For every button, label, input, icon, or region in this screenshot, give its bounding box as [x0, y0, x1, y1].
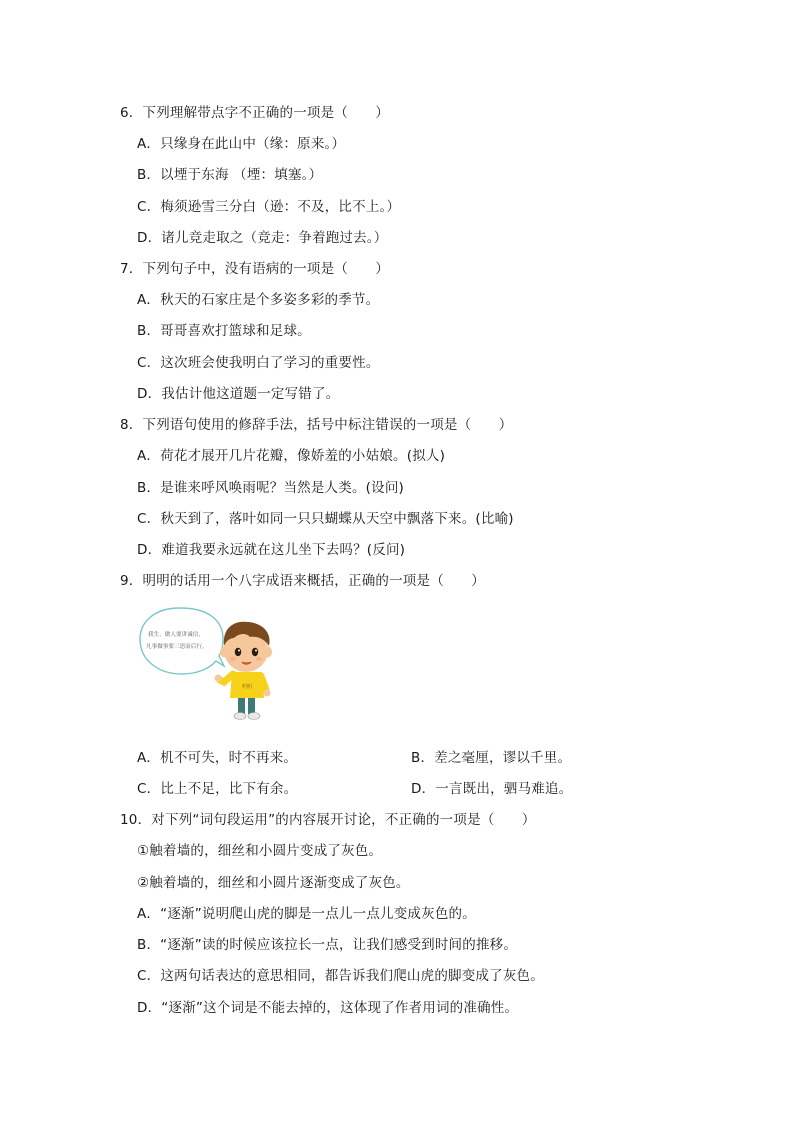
question-10-sentence-1: ①触着墙的，细丝和小圆片变成了灰色。: [137, 843, 383, 859]
question-9-option-d: D．一言既出，驷马难追。: [411, 781, 573, 797]
question-9-option-a: A．机不可失，时不再来。: [137, 750, 298, 766]
question-6-option-b: B．以堙于东海 （堙：填塞。）: [137, 167, 323, 183]
question-8-stem: 8．下列语句使用的修辞手法，括号中标注错误的一项是（ ）: [120, 417, 513, 433]
question-7-option-a: A．秋天的石家庄是个多姿多彩的季节。: [137, 292, 380, 308]
question-6-option-d: D．诸儿竞走取之（竞走：争着跑过去。）: [137, 230, 388, 246]
question-8-option-b: B．是谁来呼风唤雨呢？当然是人类。(设问): [137, 480, 404, 496]
question-8-option-d: D．难道我要永远就在这儿坐下去吗？(反问): [137, 542, 406, 558]
question-8-option-a: A．荷花才展开几片花瓣，像娇羞的小姑娘。(拟人): [137, 448, 446, 464]
question-10-option-d: D．“逐渐”这个词是不能去掉的，这体现了作者用词的准确性。: [137, 1000, 519, 1016]
question-10-option-b: B．“逐渐”读的时候应该拉长一点，让我们感受到时间的推移。: [137, 937, 518, 953]
bubble-line-1: 我生，做人要讲诚信，: [148, 632, 204, 638]
question-10-sentence-2: ②触着墙的，细丝和小圆片逐渐变成了灰色。: [137, 875, 410, 891]
question-6-option-c: C．梅须逊雪三分白（逊：不及，比不上。）: [137, 199, 401, 215]
question-6-stem: 6．下列理解带点字不正确的一项是（ ）: [120, 105, 390, 121]
question-9-illustration: [138, 606, 288, 728]
question-9-option-c: C．比上不足，比下有余。: [137, 781, 298, 797]
question-10-option-a: A．“逐渐”说明爬山虎的脚是一点儿一点儿变成灰色的。: [137, 906, 476, 922]
question-7-stem: 7．下列句子中，没有语病的一项是（ ）: [120, 261, 390, 277]
question-7-option-d: D．我估计他这道题一定写错了。: [137, 386, 340, 402]
question-7-option-b: B．哥哥喜欢打篮球和足球。: [137, 323, 311, 339]
question-10-stem: 10．对下列“词句段运用”的内容展开讨论，不正确的一项是（ ）: [120, 812, 536, 828]
speech-bubble: [140, 608, 224, 674]
question-10-option-c: C．这两句话表达的意思相同，都告诉我们爬山虎的脚变成了灰色。: [137, 968, 544, 984]
question-8-option-c: C．秋天到了，落叶如同一只只蝴蝶从天空中飘落下来。(比喻): [137, 511, 514, 527]
bubble-line-2: 凡事做事要三思而后行。: [146, 644, 208, 650]
question-6-option-a: A．只缘身在此山中（缘：原来。）: [137, 136, 346, 152]
shirt-label: 明明: [242, 684, 253, 690]
boy-speech-illustration: [138, 606, 288, 728]
question-9-stem: 9．明明的话用一个八字成语来概括，正确的一项是（ ）: [120, 573, 485, 589]
question-7-option-c: C．这次班会使我明白了学习的重要性。: [137, 355, 380, 371]
question-9-option-b: B．差之毫厘，谬以千里。: [411, 750, 572, 766]
